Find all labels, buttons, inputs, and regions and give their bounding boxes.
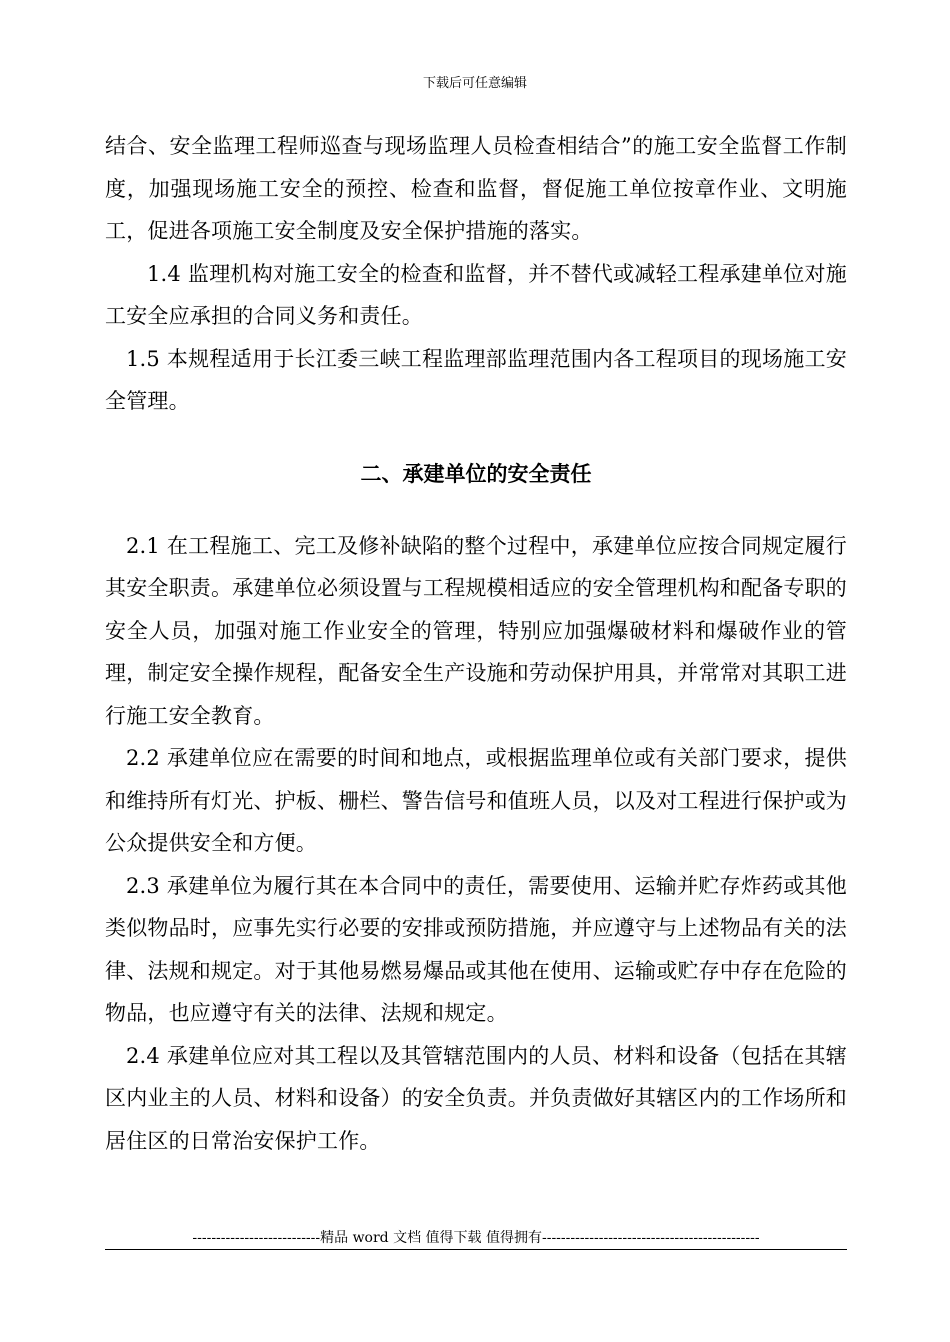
paragraph-1-4: 1.4 监理机构对施工安全的检查和监督，并不替代或减轻工程承建单位对施工安全应承担的合同义务和责任。 — [105, 261, 847, 328]
section-heading: 二、承建单位的安全责任 — [360, 461, 592, 486]
paragraph-2-2: 2.2 承建单位应在需要的时间和地点，或根据监理单位或有关部门要求，提供和维持所有灯光、护板、栅栏、警告信号和值班人员，以及对工程进行保护或为公众提供安全和方便。 — [105, 746, 847, 855]
document-body — [105, 125, 847, 1162]
paragraph-1-5: 1.5 本规程适用于长江委三峡工程监理部监理范围内各工程项目的现场施工安全管理。 — [105, 346, 847, 413]
page-header: 下载后可任意编辑 — [422, 76, 527, 91]
paragraph-1-3-continued: 结合、安全监理工程师巡查与现场监理人员检查相结合”的施工安全监督工作制度，加强现场施工安全的预控、检查和监督，督促施工单位按章作业、文明施工，促进各项施工安全制度及安全保护措施的落实。 — [105, 134, 847, 243]
paragraph-2-1: 2.1 在工程施工、完工及修补缺陷的整个过程中，承建单位应按合同规定履行其安全职责。承建单位必须设置与工程规模相适应的安全管理机构和配备专职的安全人员，加强对施工作业安全的管理，特别应加强爆破材料和爆破作业的管理，制定安全操作规程，配备安全生产设施和劳动保护用具，并常常对其职工进行施工安全教育。 — [105, 533, 847, 728]
page-footer: ---------------------------精品 word 文档 值得下载 值得拥有---------------------------------------------- — [105, 1227, 847, 1250]
paragraph-2-3: 2.3 承建单位为履行其在本合同中的责任，需要使用、运输并贮存炸药或其他类似物品时，应事先实行必要的安排或预防措施，并应遵守与上述物品有关的法律、法规和规定。对于其他易燃易爆品或其他在使用、运输或贮存中存在危险的物品，也应遵守有关的法律、法规和规定。 — [105, 873, 847, 1025]
paragraph-2-4: 2.4 承建单位应对其工程以及其管辖范围内的人员、材料和设备（包括在其辖区内业主的人员、材料和设备）的安全负责。并负责做好其辖区内的工作场所和居住区的日常治安保护工作。 — [105, 1043, 847, 1153]
